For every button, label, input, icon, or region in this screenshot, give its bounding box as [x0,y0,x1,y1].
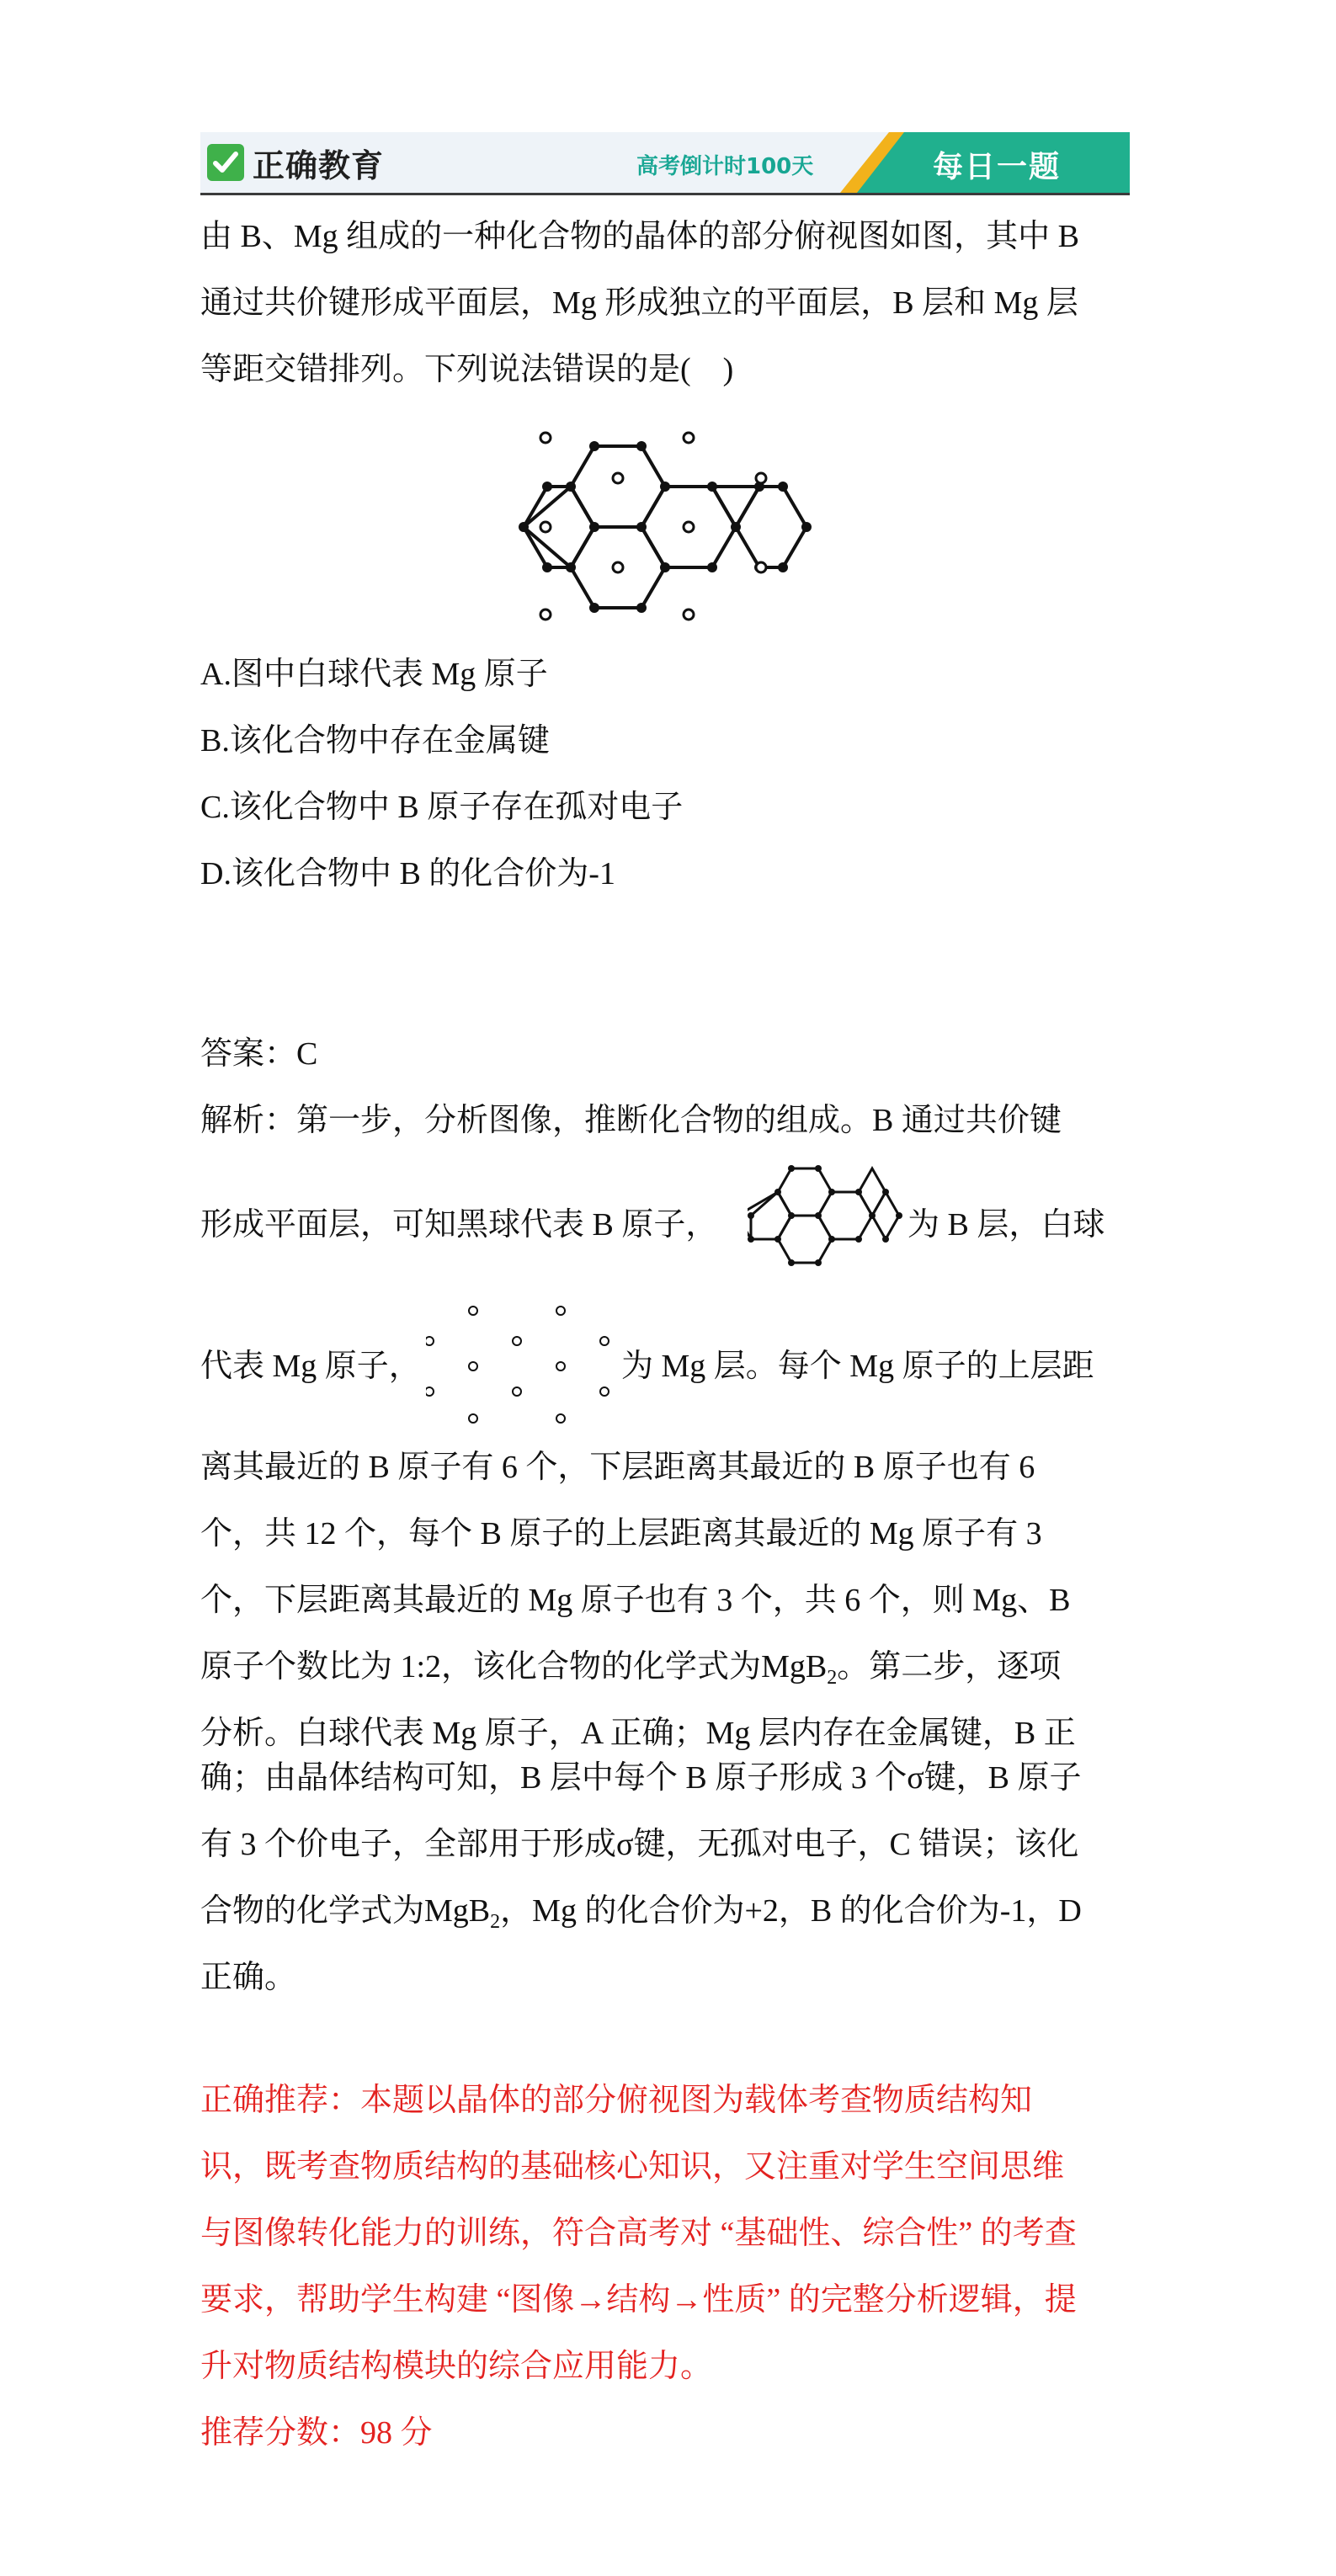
recommend-line-5: 升对物质结构模块的综合应用能力。 [200,2349,713,2384]
analysis-line-8: 分析。白球代表 Mg 原子，A 正确；Mg 层内存在金属键，B 正 [200,1716,1076,1751]
recommend-line-2: 识，既考查物质结构的基础核心知识，又注重对学生空间思维 [200,2149,1065,2185]
analysis-line-5: 个，共 12 个，每个 B 原子的上层距离其最近的 Mg 原子有 3 [200,1516,1042,1551]
chemical-formula [761,1649,838,1689]
formula-main-2: MgB [424,1893,491,1929]
analysis-line-6: 个，下层距离其最近的 Mg 原子也有 3 个，共 6 个，则 Mg、B [200,1583,1071,1618]
formula-subscript: 2 [827,1667,838,1689]
analysis-line-10: 有 3 个价电子，全部用于形成σ键，无孤对电子，C 错误；该化 [200,1827,1079,1862]
analysis-line-7-end: 。第二步，逐项 [837,1649,1062,1685]
analysis-line-4: 离其最近的 B 原子有 6 个，下层距离其最近的 B 原子也有 6 [200,1450,1035,1485]
option-a: A.图中白球代表 Mg 原子 [200,657,548,692]
mg-layer-inline-figure [426,1301,611,1427]
formula-main: MgB [761,1649,828,1685]
answer-label: 答案：C [200,1036,318,1072]
analysis-line-9: 确；由晶体结构可知，B 层中每个 B 原子形成 3 个σ键，B 原子 [200,1760,1082,1796]
recommend-line-3: 与图像转化能力的训练，符合高考对 “基础性、综合性” 的考查 [200,2216,1077,2251]
question-line-2: 通过共价键形成平面层，Mg 形成独立的平面层，B 层和 Mg 层 [200,285,1078,321]
option-b: B.该化合物中存在金属键 [200,723,550,758]
brand-name: 正确教育 [253,146,385,184]
analysis-line-7-start: 原子个数比为 1:2，该化合物的化学式为 [200,1649,762,1685]
formula-subscript-2: 2 [490,1911,501,1933]
analysis-line-7 [200,1646,1061,1699]
analysis-line-3: 代表 Mg 原子， [200,1349,421,1384]
recommend-line-4: 要求，帮助学生构建 “图像→结构→性质” 的完整分析逻辑，提 [200,2282,1077,2318]
brand-logo [207,141,384,184]
question-line-3: 等距交错排列。下列说法错误的是( ) [200,352,734,387]
analysis-line-11-end: ，Mg 的化合价为+2，B 的化合价为-1，D [500,1893,1082,1929]
analysis-line-11-start: 合物的化学式为 [200,1893,425,1929]
analysis-line-3-end: 为 Mg 层。每个 Mg 原子的上层距 [621,1349,1094,1384]
question-line-1: 由 B、Mg 组成的一种化合物的晶体的部分俯视图如图，其中 B [200,219,1079,254]
daily-question-label: 每日一题 [933,150,1062,184]
checkmark-icon [207,144,244,181]
analysis-line-11 [200,1890,1082,1943]
analysis-line-12: 正确。 [200,1960,297,1995]
analysis-line-2-start: 形成平面层，可知黑球代表 B 原子， [200,1207,718,1243]
b-layer-inline-figure [748,1162,908,1280]
analysis-line-2 [200,1204,717,1246]
option-d: D.该化合物中 B 的化合价为-1 [200,856,615,891]
recommend-line-1: 正确推荐：本题以晶体的部分俯视图为载体考查物质结构知 [200,2083,1033,2118]
option-c: C.该化合物中 B 原子存在孤对电子 [200,790,684,825]
chemical-formula-2 [424,1893,501,1933]
analysis-line-2-end: 为 B 层，白球 [908,1207,1105,1243]
crystal-structure-figure [503,421,857,640]
header-banner [200,132,1130,195]
analysis-line-1: 解析：第一步，分析图像，推断化合物的组成。B 通过共价键 [200,1103,1062,1138]
countdown-label: 高考倒计时100天 [636,154,814,179]
recommend-score: 推荐分数：98 分 [200,2415,433,2451]
